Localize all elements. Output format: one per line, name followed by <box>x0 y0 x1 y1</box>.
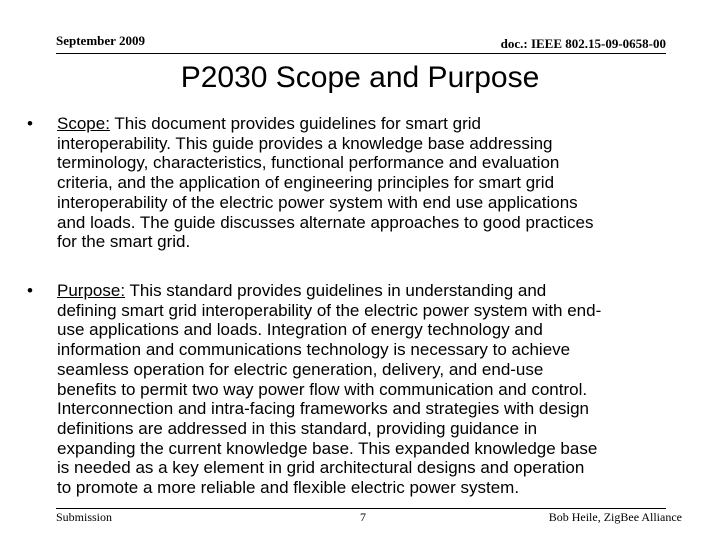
bullet-scope <box>22 114 702 252</box>
header-date: September 2009 <box>56 33 145 48</box>
footer-submission: Submission <box>56 510 113 524</box>
footer-page-number: 7 <box>360 510 366 524</box>
bullet-marker: • <box>27 114 33 133</box>
slide-title: P2030 Scope and Purpose <box>180 61 540 94</box>
footer-rule <box>56 508 666 509</box>
footer-author: Bob Heile, ZigBee Alliance <box>548 510 682 524</box>
header-rule <box>56 53 666 54</box>
bullet-term: Purpose: <box>57 281 126 300</box>
bullet-term: Scope: <box>57 114 110 133</box>
bullet-body <box>57 281 702 498</box>
bullet-text: This standard provides guidelines in understanding and defining smart grid interoperability of the electric power system with end- use applications and loads. Integration of energy technology and information and communications technology is necessary to achieve seamless operation for electric generation, delivery, and end-use benefits to permit two way power flow with communication and control. Interconnection and intra-facing frameworks and strategies with design definitions are addressed in this standard, providing guidance in expanding the current knowledge base. This expanded knowledge base is needed as a key element in grid architectural designs and operation to promote a more reliable and flexible electric power system. <box>57 281 602 498</box>
bullet-text: This document provides guidelines for smart grid interoperability. This guide provides a knowledge base addressing terminology, characteristics, functional performance and evaluation criteria, and the application of engineering principles for smart grid interoperability of the electric power system with end use applications and loads. The guide discusses alternate approaches to good practices for the smart grid. <box>57 114 594 252</box>
header-doc-id: doc.: IEEE 802.15-09-0658-00 <box>500 36 666 51</box>
bullet-body <box>57 114 702 252</box>
bullet-marker: • <box>27 281 33 300</box>
bullet-purpose <box>22 281 702 498</box>
